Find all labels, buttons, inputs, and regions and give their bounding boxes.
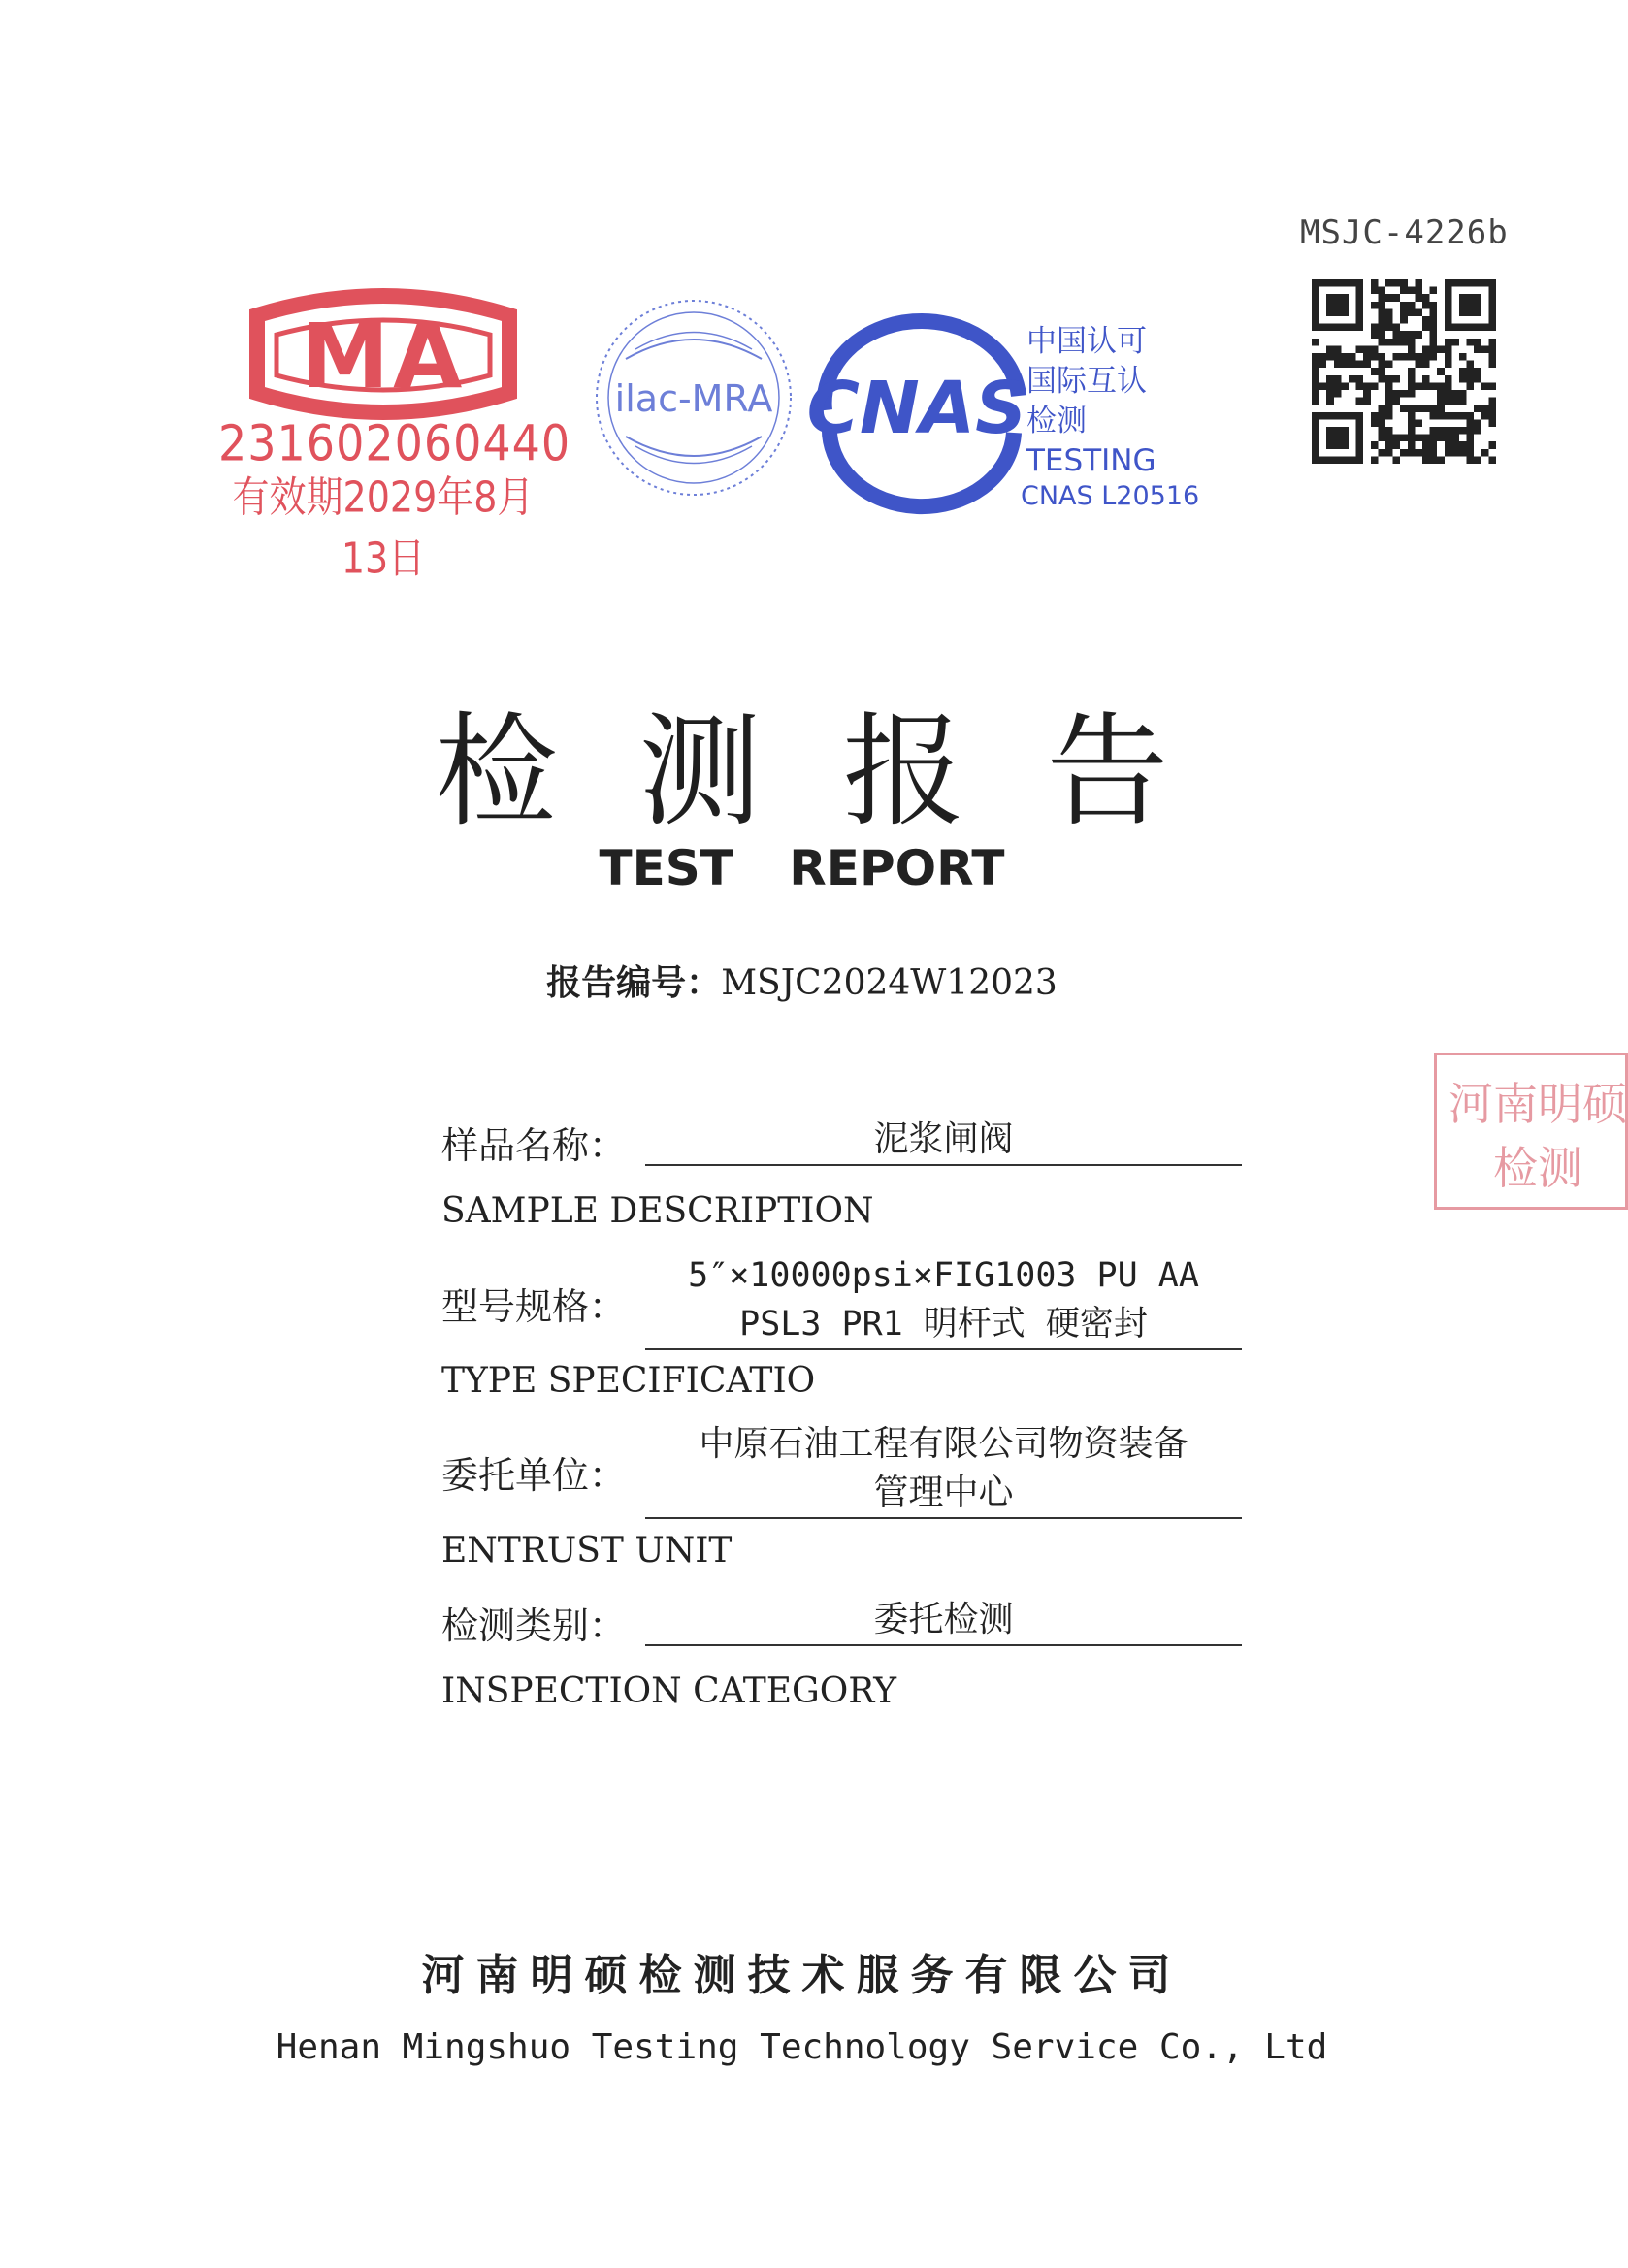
company-name-en: Henan Mingshuo Testing Technology Service Co., Ltd [276,2027,1328,2067]
sample-label-en: SAMPLE DESCRIPTION [441,1191,874,1231]
cma-stamp [218,286,571,583]
cnas-text-block [1026,322,1182,481]
cnas-line: 检测 [1026,404,1087,438]
qr-code-icon [1312,279,1496,464]
sample-label: 样品名称： [441,1124,627,1167]
cma-logo-icon [218,286,548,422]
type-value-line2-wrap [645,1300,1242,1350]
entrust-label-en: ENTRUST UNIT [441,1531,733,1571]
report-number [0,956,1604,1005]
ilac-mra-seal-icon [587,291,800,504]
type-value-line1-wrap [645,1251,1242,1300]
side-stamp-line: 检测 [1493,1142,1582,1194]
report-number-value: MSJC2024W12023 [721,963,1058,1003]
cnas-cert-number: CNAS L20516 [1021,481,1200,511]
cnas-line: 国际互认 [1026,364,1147,399]
side-seal-stamp [1434,1053,1628,1210]
document-code: MSJC-4226b [1300,213,1509,252]
entrust-label: 委托单位： [441,1454,627,1497]
type-label-en: TYPE SPECIFICATIO [441,1361,816,1401]
cnas-line: 中国认可 [1026,324,1147,359]
page-title-cn: 检测报告 [435,700,1251,843]
cnas-line: TESTING [1026,443,1156,478]
svg-text:CNAS: CNAS [806,367,1027,450]
category-label-en: INSPECTION CATEGORY [441,1671,897,1711]
entrust-value-line2: 管理中心 [645,1469,1242,1519]
entrust-value-line1: 中原石油工程有限公司物资装备 [699,1424,1188,1464]
type-label: 型号规格： [441,1285,627,1328]
category-label: 检测类别： [441,1604,627,1647]
cma-validity: 有效期2029年8月13日 [232,472,535,583]
page-title-en: TEST REPORT [599,840,1005,896]
svg-text:MA: MA [300,305,467,408]
category-value: 委托检测 [645,1596,1242,1646]
side-stamp-line: 河南明硕 [1449,1078,1627,1130]
cma-number: 231602060440 [218,414,571,472]
svg-text:ilac-MRA: ilac-MRA [614,377,773,420]
cnas-logo-icon [796,318,1038,502]
sample-value: 泥浆闸阀 [645,1116,1242,1166]
type-value-line1: 5″×10000psi×FIG1003 PU AA [688,1256,1199,1295]
report-number-label: 报告编号： [546,963,722,1003]
company-name-cn: 河南明硕检测技术服务有限公司 [421,1951,1183,2000]
type-value-line2: PSL3 PR1 明杆式 硬密封 [739,1305,1148,1344]
